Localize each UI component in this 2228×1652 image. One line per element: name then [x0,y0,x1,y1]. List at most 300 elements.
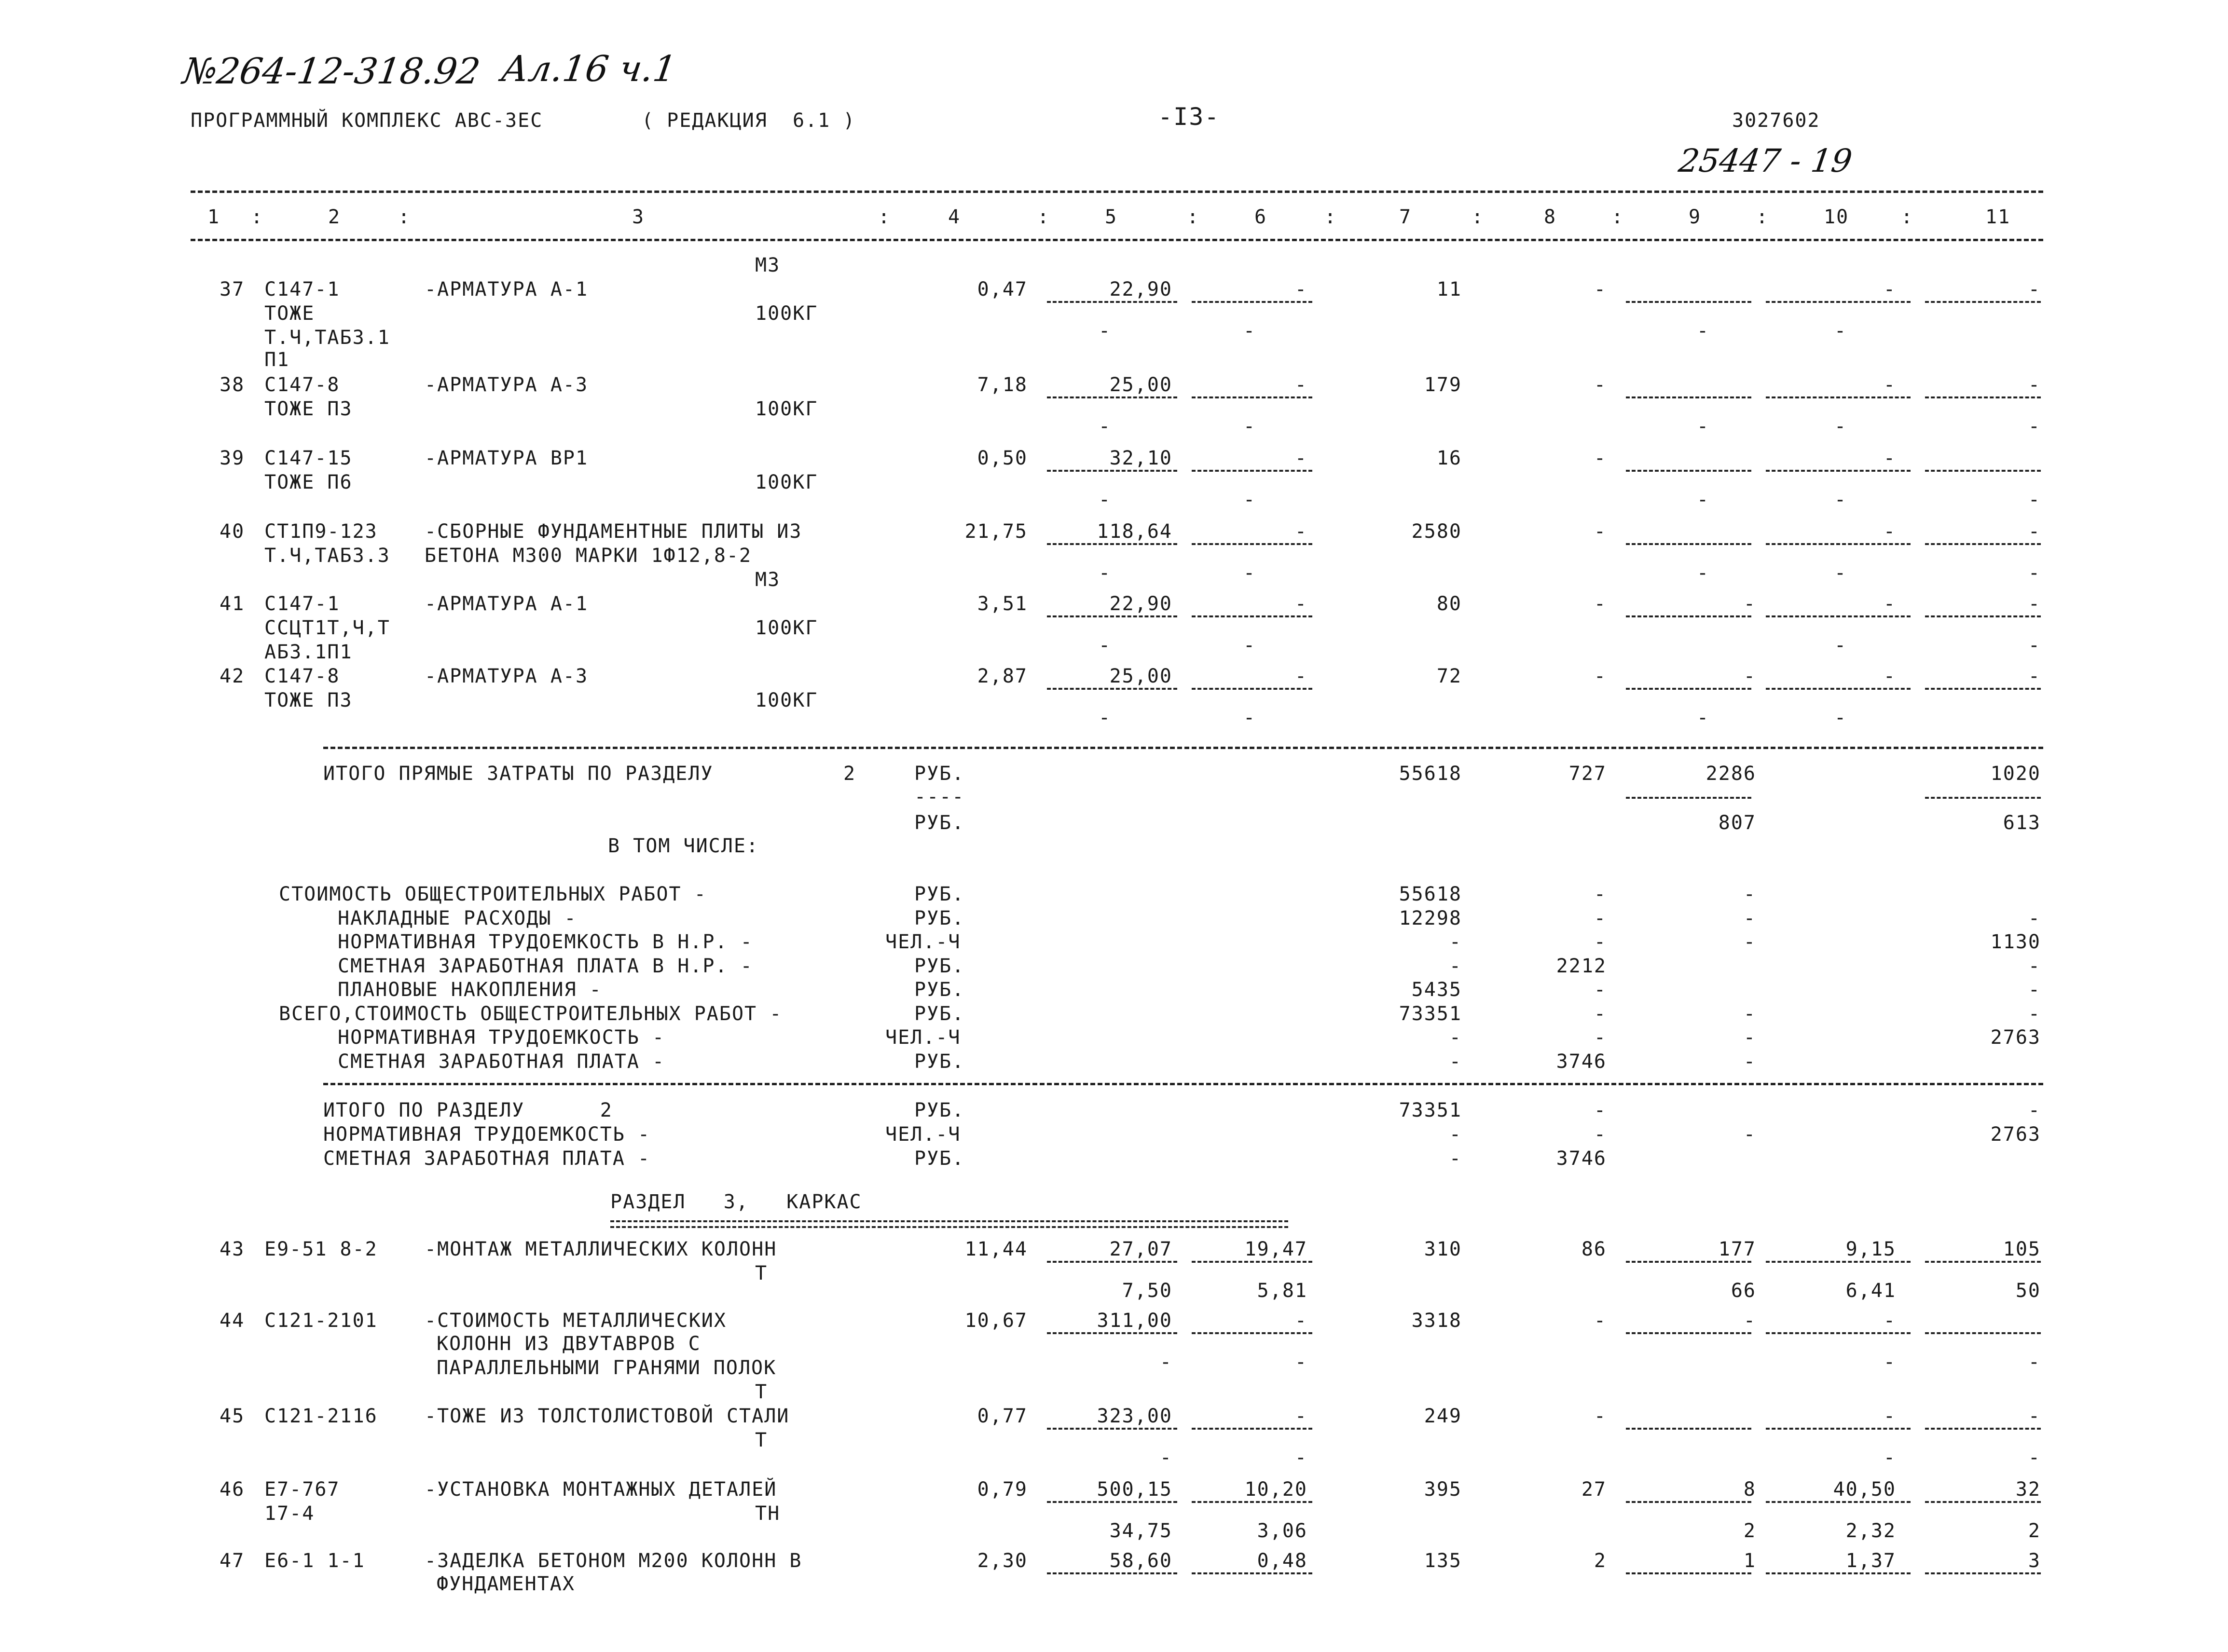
col10-subrule [1766,1501,1911,1503]
col9-subrule [1626,1501,1751,1503]
section-total-label: СМЕТНАЯ ЗАРАБОТНАЯ ПЛАТА - [323,1147,651,1170]
col11-subrule [1925,301,2041,303]
item-quantity: 21,75 [964,520,1028,543]
summary-wage: 2212 [1556,955,1607,977]
handwritten-album: Ал.16 ч.1 [498,48,679,90]
summary-total: - [1449,1050,1462,1073]
item-total: 395 [1424,1478,1462,1501]
summary-unit: РУБ. [914,979,965,1001]
mach-subrule [1192,1572,1312,1574]
col11-subrule [1925,1501,2041,1503]
column-header-1: 1 [207,206,220,228]
item-code: Е9-51 8-2 [264,1238,378,1260]
column-header-6: 6 [1254,206,1267,228]
item-number: 45 [220,1405,245,1427]
col9-subrule [1626,470,1751,472]
item-code: С147-1 [264,278,340,300]
item-col11-sub: - [2028,634,2041,656]
col11-subrule [1925,1332,2041,1334]
item-number: 41 [220,593,245,615]
summary-unit: РУБ. [914,1002,965,1025]
item-unit: М3 [755,569,781,591]
summary-col11: - [2028,955,2041,977]
summary-col9: - [1743,1002,1756,1025]
col9-subrule [1626,301,1751,303]
mach-subrule [1192,301,1312,303]
summary-unit: РУБ. [914,907,965,929]
item-col10: - [1883,278,1896,300]
col10-subrule [1766,688,1911,690]
summary-wage: - [1594,931,1607,953]
item-name: -АРМАТУРА А-1 [425,593,589,615]
item-col9-sub: - [1696,562,1710,584]
item-unit: 100КГ [755,398,818,420]
mach-subrule [1192,396,1312,398]
item-unit: Т [755,1429,768,1451]
item-col10: - [1883,447,1896,469]
item-unit: 100КГ [755,471,818,493]
item-col10: - [1883,520,1896,543]
item-number: 47 [220,1550,245,1572]
item-code: С121-2116 [264,1405,378,1427]
item-unit-price: 500,15 [1097,1478,1172,1501]
item-wage: - [1594,665,1607,687]
item-col10: - [1883,593,1896,615]
item-unit-price: 22,90 [1109,278,1172,300]
item-code: С147-8 [264,665,340,687]
item-name-line2: ФУНДАМЕНТАХ [437,1573,575,1595]
item-code-line2: ТОЖЕ [264,302,315,325]
col10-subrule [1766,301,1911,303]
mach-subrule [1192,1428,1312,1430]
summary-wage: - [1594,907,1607,929]
summary-col11: - [2028,1002,2041,1025]
item-col10: - [1883,374,1896,396]
item-col9-sub: 66 [1731,1280,1756,1302]
col11-subrule [1925,1572,2041,1574]
section-total-wage: - [1594,1099,1607,1121]
mach-subrule [1192,688,1312,690]
item-unit-price-wage: - [1098,415,1112,437]
item-unit-price: 58,60 [1109,1550,1172,1572]
item-col9-sub: - [1696,415,1710,437]
mach-subrule [1192,1261,1312,1263]
item-machine-cost: - [1294,665,1307,687]
col11-subrule [1925,470,2041,472]
direct-costs-rule [323,747,2043,749]
summary-col9: - [1743,907,1756,929]
item-col11: 32 [2015,1478,2041,1501]
item-col11: - [2028,520,2041,543]
col9-subrule [1626,1572,1751,1574]
item-unit: Т [755,1381,768,1403]
price-subrule [1047,1428,1177,1430]
item-col10-sub: - [1834,320,1847,342]
item-col9: 177 [1718,1238,1756,1260]
item-number: 46 [220,1478,245,1501]
price-subrule [1047,1332,1177,1334]
item-machine-cost: - [1294,374,1307,396]
item-total: 16 [1436,447,1462,469]
item-unit-price-wage: - [1098,707,1112,729]
item-machine-cost: 10,20 [1244,1478,1307,1501]
item-unit-price-wage: - [1098,562,1112,584]
item-col10: 1,37 [1845,1550,1896,1572]
item-code: С121-2101 [264,1310,378,1332]
item-col11: - [2028,278,2041,300]
summary-col9: - [1743,1026,1756,1049]
item-name-line2: КОЛОНН ИЗ ДВУТАВРОВ С [437,1333,701,1355]
mach-subrule [1192,615,1312,617]
item-col11-sub: - [2028,1447,2041,1469]
item-unit-price: 27,07 [1109,1238,1172,1260]
item-total: 135 [1424,1550,1462,1572]
item-quantity: 3,51 [977,593,1028,615]
item-col10-sub: - [1834,707,1847,729]
summary-col11: 2763 [1990,1026,2041,1049]
column-separator: : [1187,206,1200,228]
item-machine-cost: - [1294,593,1307,615]
summary-wage: - [1594,883,1607,905]
item-col11-sub: - [2028,562,2041,584]
item-quantity: 0,47 [977,278,1028,300]
item-code: Е7-767 [264,1478,340,1501]
item-wage: - [1594,374,1607,396]
item-col11-sub: - [2028,1351,2041,1373]
item-unit-price: 32,10 [1109,447,1172,469]
col9-subrule [1626,688,1751,690]
direct-costs-c9b: 807 [1718,812,1756,834]
direct-costs-wage: 727 [1568,763,1607,785]
item-number: 43 [220,1238,245,1260]
item-code-line2: 17-4 [264,1502,315,1525]
item-col10: 40,50 [1833,1478,1896,1501]
item-col11: - [2028,374,2041,396]
item-code-line2: Т.Ч,ТАБ3.3 [264,545,390,567]
item-unit-price: 118,64 [1097,520,1172,543]
item-name: -АРМАТУРА А-3 [425,374,589,396]
column-header-4: 4 [948,206,961,228]
col11-subrule [1925,396,2041,398]
price-subrule [1047,1261,1177,1263]
item-name-line2: БЕТОНА М300 МАРКИ 1Ф12,8-2 [425,545,752,567]
item-quantity: 2,30 [977,1550,1028,1572]
item-unit: Т [755,1262,768,1284]
item-wage: 86 [1581,1238,1607,1260]
header-top-rule [191,191,2043,193]
summary-wage: - [1594,1002,1607,1025]
item-name: -МОНТАЖ МЕТАЛЛИЧЕСКИХ КОЛОНН [425,1238,777,1260]
col11-subrule [1925,543,2041,545]
item-col10: - [1883,665,1896,687]
item-unit: 100КГ [755,689,818,711]
item-name: -УСТАНОВКА МОНТАЖНЫХ ДЕТАЛЕЙ [425,1478,777,1501]
item-name: -АРМАТУРА А-3 [425,665,589,687]
item-machine-wage: - [1294,1447,1307,1469]
item-name: -СБОРНЫЕ ФУНДАМЕНТНЫЕ ПЛИТЫ ИЗ [425,520,802,543]
summary-total: - [1449,955,1462,977]
section3-title: РАЗДЕЛ 3, КАРКАС [610,1191,862,1213]
section-total-total: - [1449,1147,1462,1170]
summary-wage: - [1594,1026,1607,1049]
column-separator: : [1037,206,1050,228]
item-number: 42 [220,665,245,687]
item-total: 310 [1424,1238,1462,1260]
including-label: В ТОМ ЧИСЛЕ: [608,835,759,857]
item-col9: - [1743,593,1756,615]
item-machine-cost: - [1294,520,1307,543]
item-total: 3318 [1411,1310,1462,1332]
item-col10-sub: 2,32 [1845,1520,1896,1542]
item-machine-cost: 19,47 [1244,1238,1307,1260]
item-col9: 1 [1743,1550,1756,1572]
item-total: 11 [1436,278,1462,300]
mach-subrule [1192,543,1312,545]
col11-subrule [1925,1428,2041,1430]
section-total-wage: 3746 [1556,1147,1607,1170]
section3-underline-bottom [610,1226,1288,1228]
direct-costs-unit: РУБ. [914,763,965,785]
item-wage: 2 [1594,1550,1607,1572]
item-code: С147-1 [264,593,340,615]
col10-subrule [1766,470,1911,472]
item-unit-price: 25,00 [1109,374,1172,396]
item-col10-sub: - [1883,1351,1896,1373]
column-header-7: 7 [1399,206,1412,228]
summary-col11: - [2028,979,2041,1001]
item-col11: 3 [2028,1550,2041,1572]
item-name: -АРМАТУРА ВР1 [425,447,589,469]
summary-unit: РУБ. [914,955,965,977]
item-col9-sub: - [1696,489,1710,511]
item-unit: 100КГ [755,617,818,639]
item-wage: - [1594,1310,1607,1332]
item-total: 80 [1436,593,1462,615]
item-col9: - [1743,665,1756,687]
summary-total: - [1449,931,1462,953]
price-subrule [1047,615,1177,617]
item-wage: - [1594,1405,1607,1427]
item-name: -ТОЖЕ ИЗ ТОЛСТОЛИСТОВОЙ СТАЛИ [425,1405,790,1427]
item-machine-wage: - [1243,415,1256,437]
item-unit-price-wage: - [1098,634,1112,656]
direct-costs-c9: 2286 [1705,763,1756,785]
summary-total: 73351 [1399,1002,1462,1025]
item-machine-wage: - [1243,562,1256,584]
item-col10-sub: - [1834,562,1847,584]
summary-unit: РУБ. [914,883,965,905]
direct-costs-unit-line: ---- [914,786,965,808]
summary-unit: ЧЕЛ.-Ч [885,931,961,953]
item-code-line2: ТОЖЕ П3 [264,398,353,420]
summary-total: 12298 [1399,907,1462,929]
item-col10-sub: 6,41 [1845,1280,1896,1302]
item-quantity: 0,79 [977,1478,1028,1501]
item-machine-wage: 3,06 [1257,1520,1307,1542]
item-quantity: 2,87 [977,665,1028,687]
summary-label: ПЛАНОВЫЕ НАКОПЛЕНИЯ - [338,979,602,1001]
item-number: 44 [220,1310,245,1332]
document-code: 3027602 [1732,109,1820,132]
item-code: Е6-1 1-1 [264,1550,365,1572]
item-code: С147-8 [264,374,340,396]
summary-label: СТОИМОСТЬ ОБЩЕСТРОИТЕЛЬНЫХ РАБОТ - [279,883,707,905]
item-unit-price-wage: - [1098,320,1112,342]
summary-unit: РУБ. [914,1050,965,1073]
page-number: -I3- [1158,103,1220,131]
item-machine-wage: - [1243,489,1256,511]
col9-subrule [1626,396,1751,398]
item-quantity: 0,77 [977,1405,1028,1427]
section-total-wage: - [1594,1123,1607,1146]
item-name-line3: ПАРАЛЛЕЛЬНЫМИ ГРАНЯМИ ПОЛОК [437,1357,777,1379]
col10-subrule [1766,615,1911,617]
column-separator: : [1472,206,1485,228]
summary-col11: - [2028,907,2041,929]
program-title: ПРОГРАММНЫЙ КОМПЛЕКС АВС-3ЕС [191,109,543,132]
col9-subrule [1626,543,1751,545]
item-code-line2: ТОЖЕ П6 [264,471,353,493]
item-quantity: 7,18 [977,374,1028,396]
section-total-total: - [1449,1123,1462,1146]
item-col10-sub: - [1883,1447,1896,1469]
item-wage: - [1594,593,1607,615]
direct-costs-c11-rule [1925,797,2041,799]
col11-subrule [1925,1261,2041,1263]
item-number: 37 [220,278,245,300]
item-col9-sub: - [1696,320,1710,342]
item-code: СТ1П9-123 [264,520,378,543]
summary-label: СМЕТНАЯ ЗАРАБОТНАЯ ПЛАТА В Н.Р. - [338,955,753,977]
direct-costs-unit-2: РУБ. [914,812,965,834]
item-unit-price: 22,90 [1109,593,1172,615]
item-col9: - [1743,1310,1756,1332]
column-header-10: 10 [1824,206,1849,228]
section-total-rule [323,1083,2043,1085]
col10-subrule [1766,1428,1911,1430]
price-subrule [1047,1501,1177,1503]
item-code-line4: П1 [264,349,290,371]
item-wage: - [1594,520,1607,543]
column-separator: : [1756,206,1769,228]
item-total: 249 [1424,1405,1462,1427]
item-unit-price-wage: - [1159,1447,1172,1469]
direct-costs-label: ИТОГО ПРЯМЫЕ ЗАТРАТЫ ПО РАЗДЕЛУ [323,763,714,785]
item-wage: - [1594,447,1607,469]
section-total-unit: ЧЕЛ.-Ч [885,1123,961,1146]
section-total-label: НОРМАТИВНАЯ ТРУДОЕМКОСТЬ - [323,1123,651,1146]
col10-subrule [1766,1572,1911,1574]
col10-subrule [1766,1261,1911,1263]
summary-label: ВСЕГО,СТОИМОСТЬ ОБЩЕСТРОИТЕЛЬНЫХ РАБОТ - [279,1002,783,1025]
price-subrule [1047,301,1177,303]
item-col11: - [2028,665,2041,687]
summary-wage: 3746 [1556,1050,1607,1073]
item-col9-sub: - [1696,707,1710,729]
section-total-label: ИТОГО ПО РАЗДЕЛУ 2 [323,1099,613,1121]
summary-total: 55618 [1399,883,1462,905]
section-total-col11: 2763 [1990,1123,2041,1146]
direct-costs-c11: 1020 [1990,763,2041,785]
item-total: 72 [1436,665,1462,687]
column-header-11: 11 [1985,206,2011,228]
mach-subrule [1192,470,1312,472]
section-total-col9: - [1743,1123,1756,1146]
summary-unit: ЧЕЛ.-Ч [885,1026,961,1049]
item-unit-price-wage: - [1098,489,1112,511]
summary-label: НОРМАТИВНАЯ ТРУДОЕМКОСТЬ В Н.Р. - [338,931,753,953]
col11-subrule [1925,615,2041,617]
direct-costs-c11b: 613 [2003,812,2041,834]
header-bottom-rule [191,239,2043,241]
column-header-3: 3 [632,206,645,228]
item-unit: М3 [755,254,781,276]
item-wage: - [1594,278,1607,300]
section-total-unit: РУБ. [914,1099,965,1121]
col9-subrule [1626,1261,1751,1263]
column-separator: : [1611,206,1624,228]
column-separator: : [398,206,411,228]
item-col10-sub: - [1834,489,1847,511]
direct-costs-c9-rule [1626,797,1751,799]
item-unit-price-wage: 7,50 [1122,1280,1172,1302]
section-total-unit: РУБ. [914,1147,965,1170]
item-col11: - [2028,593,2041,615]
price-subrule [1047,543,1177,545]
summary-label: НАКЛАДНЫЕ РАСХОДЫ - [338,907,577,929]
item-col11-sub: 2 [2028,1520,2041,1542]
price-subrule [1047,688,1177,690]
item-name: -СТОИМОСТЬ МЕТАЛЛИЧЕСКИХ [425,1310,727,1332]
summary-col11: 1130 [1990,931,2041,953]
item-col11-sub: - [2028,415,2041,437]
item-code: С147-15 [264,447,353,469]
item-name: -ЗАДЕЛКА БЕТОНОМ М200 КОЛОНН В [425,1550,802,1572]
price-subrule [1047,470,1177,472]
summary-label: СМЕТНАЯ ЗАРАБОТНАЯ ПЛАТА - [338,1050,665,1073]
handwritten-doc-ref: №264-12-318.92 [180,51,483,92]
item-code-line3: Т.Ч,ТАБ3.1 [264,327,390,349]
item-quantity: 0,50 [977,447,1028,469]
item-col10: - [1883,1310,1896,1332]
item-col10: - [1883,1405,1896,1427]
price-subrule [1047,1572,1177,1574]
item-col11: - [2028,1405,2041,1427]
item-unit-price: 311,00 [1097,1310,1172,1332]
item-machine-wage: 5,81 [1257,1280,1307,1302]
item-unit-price: 323,00 [1097,1405,1172,1427]
column-separator: : [251,206,264,228]
item-code-line3: АБ3.1П1 [264,641,353,663]
item-col10: 9,15 [1845,1238,1896,1260]
item-total: 179 [1424,374,1462,396]
col9-subrule [1626,1332,1751,1334]
direct-costs-section: 2 [843,763,856,785]
col10-subrule [1766,396,1911,398]
column-header-5: 5 [1105,206,1118,228]
price-subrule [1047,396,1177,398]
item-machine-wage: - [1243,707,1256,729]
direct-costs-total: 55618 [1399,763,1462,785]
section-total-total: 73351 [1399,1099,1462,1121]
handwritten-project-no: 25447 - 19 [1676,142,1855,179]
summary-label: НОРМАТИВНАЯ ТРУДОЕМКОСТЬ - [338,1026,665,1049]
col10-subrule [1766,1332,1911,1334]
item-name: -АРМАТУРА А-1 [425,278,589,300]
item-unit-price-wage: 34,75 [1109,1520,1172,1542]
item-unit-price: 25,00 [1109,665,1172,687]
item-number: 38 [220,374,245,396]
